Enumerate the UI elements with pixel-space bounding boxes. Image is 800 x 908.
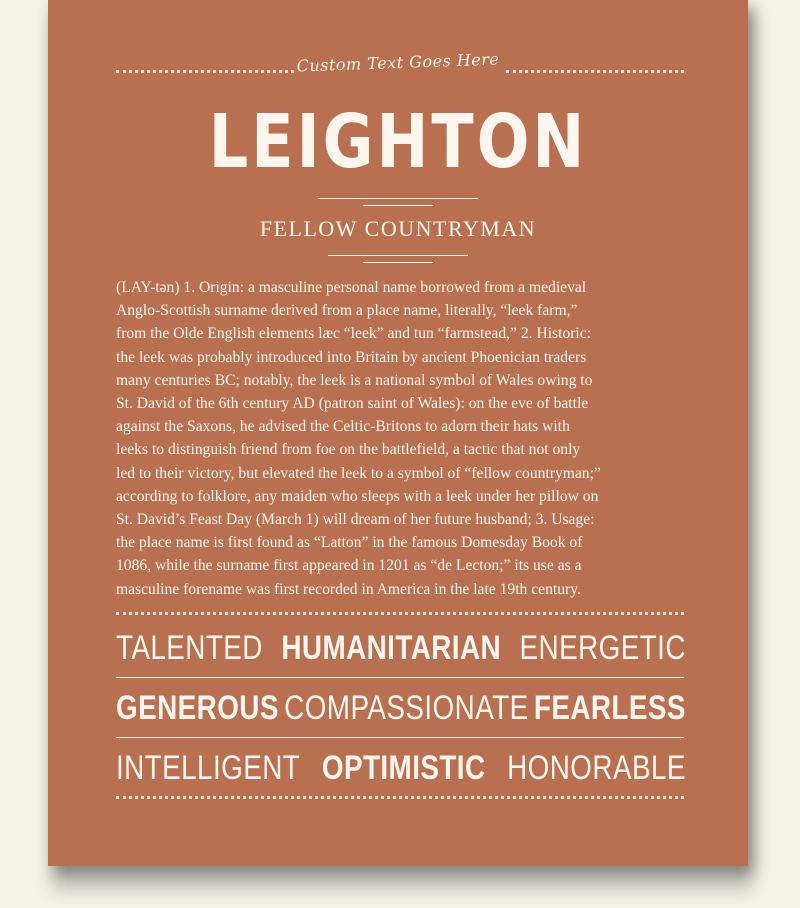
trait-row-3 xyxy=(116,745,686,791)
definition-line: many centuries BC; notably, the leek is a national symbol of Wales owing to xyxy=(116,371,593,389)
name-title: LEIGHTON xyxy=(208,97,588,186)
trait-word-bold: GENEROUS xyxy=(116,688,279,727)
trait-word: ENERGETIC xyxy=(519,628,686,667)
dotted-divider-bottom xyxy=(116,796,684,799)
definition-line: according to folklore, any maiden who sleeps with a leek under her pillow on xyxy=(116,487,599,505)
rule-bottom-short xyxy=(363,262,433,263)
trait-word-bold: FEARLESS xyxy=(533,688,686,727)
rule-bottom-long xyxy=(328,255,468,256)
name-meaning: FELLOW COUNTRYMAN xyxy=(259,216,537,241)
name-definition xyxy=(116,276,686,601)
name-poster xyxy=(48,0,748,866)
definition-line: St. David’s Feast Day (March 1) will dream of her future husband; 3. Usage: xyxy=(116,511,595,529)
dotted-divider-traits xyxy=(116,612,684,615)
definition-line: against the Saxons, he advised the Celtic-Britons to adorn their hats with xyxy=(116,418,570,436)
definition-line: leeks to distinguish friend from foe on the battlefield, a tactic that not only xyxy=(116,441,581,459)
definition-line: St. David of the 6th century AD (patron saint of Wales): on the eve of battle xyxy=(116,395,589,413)
trait-row-2 xyxy=(116,685,686,731)
trait-divider xyxy=(116,677,684,678)
definition-line: masculine forename was first recorded in America in the late 19th century. xyxy=(116,580,581,598)
trait-word: HONORABLE xyxy=(507,748,686,787)
definition-line: (LAY-tən) 1. Origin: a masculine personal name borrowed from a medieval xyxy=(116,279,587,296)
definition-line: the place name is first found as “Latton” in the famous Domesday Book of xyxy=(116,534,583,552)
definition-line: led to their victory, but elevated the leek to a symbol of “fellow countryman;” xyxy=(116,464,601,482)
trait-word: INTELLIGENT xyxy=(116,748,301,787)
trait-word-bold: HUMANITARIAN xyxy=(281,628,502,667)
definition-line: Anglo-Scottish surname derived from a place name, literally, “leek farm,” xyxy=(116,302,578,320)
rule-top-short xyxy=(363,205,433,206)
trait-word-bold: OPTIMISTIC xyxy=(321,748,486,787)
definition-line: the leek was probably introduced into Britain by ancient Phoenician traders xyxy=(116,348,587,366)
trait-row-1 xyxy=(116,625,686,671)
definition-line: from the Olde English elements læc “leek” and tun “farmstead,” 2. Historic: xyxy=(116,325,592,343)
dotted-divider-right xyxy=(506,70,684,73)
trait-divider xyxy=(116,737,684,738)
trait-word: COMPASSIONATE xyxy=(284,688,529,727)
trait-word: TALENTED xyxy=(116,628,263,667)
custom-text: Custom Text Goes Here xyxy=(296,49,500,76)
rule-top-long xyxy=(318,198,478,199)
definition-line: 1086, while the surname first appeared in 1201 as “de Lecton;” its use as a xyxy=(116,557,582,575)
